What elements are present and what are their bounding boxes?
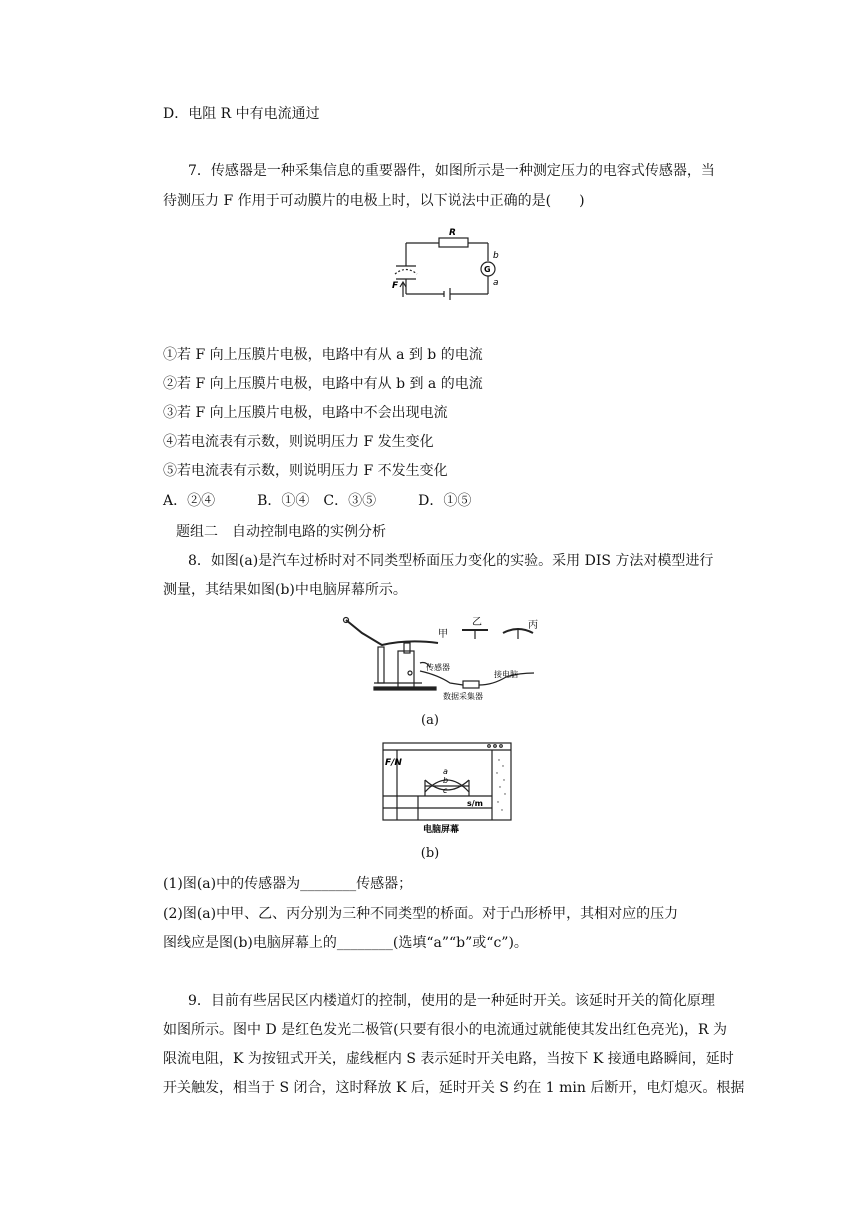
caption-b: (b)	[420, 846, 440, 861]
question-9-line-1: 9．目前有些居民区内楼道灯的控制，使用的是一种延时开关。该延时开关的简化原理	[188, 993, 715, 1009]
resistor-r	[439, 238, 468, 247]
label-r: R	[449, 228, 456, 238]
statement-3: ③若 F 向上压膜片电极，电路中不会出现电流	[163, 405, 448, 421]
label-screen: 电脑屏幕	[423, 825, 460, 835]
question-9-line-3: 限流电阻，K 为按钮式开关，虚线框内 S 表示延时开关电路，当按下 K 接通电路瞬间，延时	[163, 1051, 734, 1067]
statement-1: ①若 F 向上压膜片电极，电路中有从 a 到 b 的电流	[163, 347, 483, 363]
label-sm: s/m	[467, 799, 484, 808]
question-8-part-1: (1)图(a)中的传感器为________传感器；	[163, 876, 413, 892]
question-9-line-4: 开关触发，相当于 S 闭合，这时释放 K 后，延时开关 S 约在 1 min 后断开，电灯熄灭。根据	[163, 1080, 745, 1096]
label-jia: 甲	[438, 629, 448, 640]
question-7-line-1: 7．传感器是一种采集信息的重要器件，如图所示是一种测定压力的电容式传感器，当	[188, 163, 715, 179]
question-8-line-2: 测量，其结果如图(b)中电脑屏幕所示。	[163, 582, 407, 598]
label-yi: 乙	[472, 617, 482, 628]
option-d-line: D．电阻 R 中有电流通过	[163, 106, 320, 122]
label-fn: F/N	[385, 758, 402, 768]
question-7-line-2: 待测压力 F 作用于可动膜片的电极上时，以下说法中正确的是( )	[163, 193, 585, 209]
question-8-line-1: 8．如图(a)是汽车过桥时对不同类型桥面压力变化的实验。采用 DIS 方法对模型进行	[188, 553, 714, 569]
label-a: a	[493, 278, 499, 288]
bridge-experiment-figure	[338, 615, 564, 703]
computer-screen-figure	[367, 740, 515, 836]
question-8-part-2-line-1: (2)图(a)中甲、乙、丙分别为三种不同类型的桥面。对于凸形桥甲，其相对应的压力	[163, 906, 679, 922]
question-8-part-2-line-2: 图线应是图(b)电脑屏幕上的________(选填“a”“b”或“c”)。	[163, 935, 528, 951]
curve-label-a: a	[443, 767, 448, 776]
statement-4: ④若电流表有示数，则说明压力 F 发生变化	[163, 434, 434, 450]
curve-label-b: b	[443, 776, 449, 785]
statement-5: ⑤若电流表有示数，则说明压力 F 不发生变化	[163, 463, 448, 479]
label-pc: 接电脑	[494, 670, 518, 679]
label-bing: 丙	[528, 620, 538, 631]
question-9-line-2: 如图所示。图中 D 是红色发光二极管(只要有很小的电流通过就能使其发出红色亮光)，R 为	[163, 1022, 728, 1038]
label-sensor: 传感器	[426, 663, 450, 672]
answer-choices: A．②④ B．①④ C．③⑤ D．①⑤	[163, 493, 472, 509]
label-f: F	[392, 281, 399, 291]
caption-a: (a)	[421, 713, 439, 728]
label-collector: 数据采集器	[443, 692, 483, 701]
capacitive-sensor-circuit-figure	[388, 222, 506, 302]
statement-2: ②若 F 向上压膜片电极，电路中有从 b 到 a 的电流	[163, 376, 483, 392]
label-g: G	[484, 265, 491, 274]
curve-label-c: c	[443, 786, 448, 795]
section-heading: 题组二 自动控制电路的实例分析	[176, 524, 386, 540]
label-b: b	[493, 251, 499, 261]
